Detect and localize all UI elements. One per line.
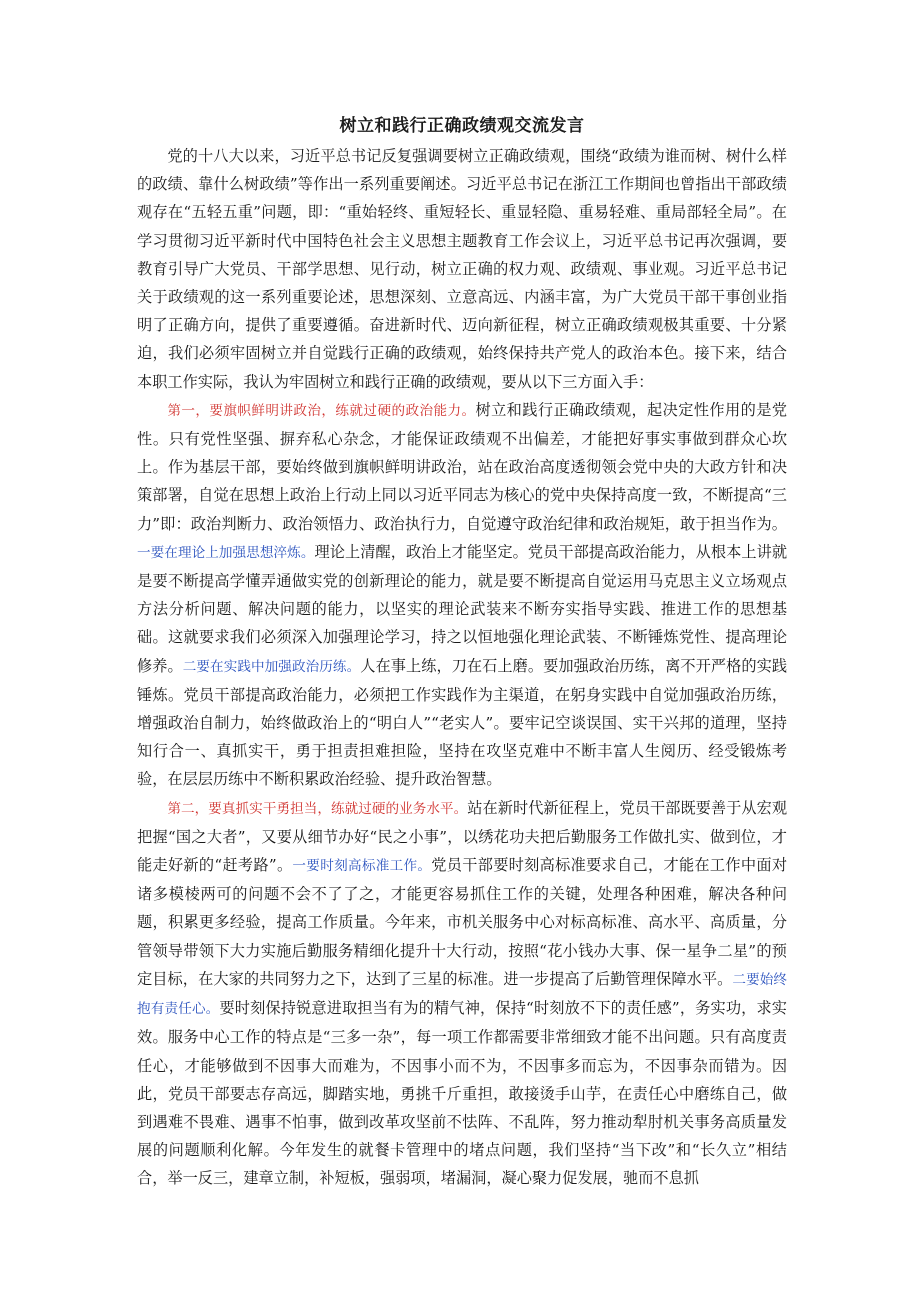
section1-text3: 人在事上练，刀在石上磨。要加强政治历练，离不开严格的实践锤炼。党员干部提高政治能力，必须把工作实践作为主渠道，在躬身实践中自觉加强政治历练，增强政治自制力，始终做政治上的“明白人”“老实人”。要牢记空谈误国、实干兴邦的道理，坚持知行合一、真抓实干，勇于担责担难担险，坚持在攻坚克难中不断丰富人生阅历、经受锻炼考验，在层层历练中不断积累政治经验、提升政治智慧。: [137, 656, 788, 789]
section1-sub2-heading: 二要在实践中加强政治历练。: [182, 658, 361, 675]
section2-text2: 党员干部要时刻高标准要求自己，才能在工作中面对诸多模棱两可的问题不会不了了之，才能更容易抓住工作的关键，处理各种困难，解决各种问题，积累更多经验，提高工作质量。今年来，市机关服务中心对标高标准、高水平、高质量，分管领导带领下大力实施后勤服务精细化提升十大行动，按照“花小钱办大事、保一星争二星”的预定目标，在大家的共同努力之下，达到了三星的标准。进一步提高了后勤管理保障水平。: [137, 856, 788, 988]
section2-paragraph: [137, 794, 787, 1193]
section2-text3: 要时刻保持锐意进取担当有为的精气神，保持“时刻放不下的责任感”，务实功，求实效。服务中心工作的特点是“三多一杂”，每一项工作都需要非常细致才能不出问题。只有高度责任心，才能够做到不因事大而难为，不因事小而不为，不因事多而忘为，不因事杂而错为。因此，党员干部要志存高远，脚踏实地，勇挑千斤重担，敢接烫手山芋，在责任心中磨练自己，做到遇难不畏难、遇事不怕事，做到改革攻坚前不怯阵、不乱阵，努力推动犁肘机关事务高质量发展的问题顺利化解。今年发生的就餐卡管理中的堵点问题，我们坚持“当下改”和“长久立”相结合，举一反三，建章立制，补短板，强弱项，堵漏洞，凝心聚力促发展，驰而不息抓: [137, 999, 787, 1188]
section1-heading: 第一，要旗帜鲜明讲政治，练就过硬的政治能力。: [167, 402, 476, 419]
section2-sub1-heading: 一要时刻高标准工作。: [292, 858, 432, 875]
section2-heading: 第二，要真抓实干勇担当，练就过硬的业务水平。: [167, 800, 468, 817]
section1-text2: 理论上清醒，政治上才能坚定。党员干部提高政治能力，从根本上讲就是要不断提高学懂弄通做实党的创新理论的能力，就是要不断提高自觉运用马克思主义立场观点方法分析问题、解决问题的能力，以坚实的理论武装来不断夯实指导实践、推进工作的思想基础。这就要求我们必须深入加强理论学习，持之以恒地强化理论武装、不断锤炼党性、提高理论修养。: [137, 542, 788, 675]
section1-paragraph: [137, 396, 787, 794]
section1-sub1-heading: 一要在理论上加强思想淬炼。: [137, 544, 315, 561]
document-title: 树立和践行正确政绩观交流发言: [339, 116, 585, 136]
section1-text1: 树立和践行正确政绩观，起决定性作用的是党性。只有党性坚强、摒弃私心杂念，才能保证政绩观不出偏差，才能把好事实事做到群众心坎上。作为基层干部，要始终做到旗帜鲜明讲政治，站在政治高度透彻领会党中央的大政方针和决策部署，自觉在思想上政治上行动上同以习近平同志为核心的党中央保持高度一致，不断提高“三力”即：政治判断力、政治领悟力、政治执行力，自觉遵守政治纪律和政治规矩，敢于担当作为。: [137, 400, 788, 533]
intro-paragraph: 党的十八大以来，习近平总书记反复强调要树立正确政绩观，围绕“政绩为谁而树、树什么样的政绩、靠什么树政绩”等作出一系列重要阐述。习近平总书记在浙江工作期间也曾指出干部政绩观存在“五轻五重”问题，即：“重始轻终、重短轻长、重显轻隐、重易轻难、重局部轻全局”。在学习贯彻习近平新时代中国特色社会主义思想主题教育工作会议上，习近平总书记再次强调，要教育引导广大党员、干部学思想、见行动，树立正确的权力观、政绩观、事业观。习近平总书记关于政绩观的这一系列重要论述，思想深刻、立意高远、内涵丰富，为广大党员干部干事创业指明了正确方向，提供了重要遵循。奋进新时代、迈向新征程，树立正确政绩观极其重要、十分紧迫，我们必须牢固树立并自觉践行正确的政绩观，始终保持共产党人的政治本色。接下来，结合本职工作实际，我认为牢固树立和践行正确的政绩观，要从以下三方面入手：: [137, 147, 787, 391]
section2-text1: 站在新时代新征程上，党员干部既要善于从宏观把握“国之大者”，又要从细节办好“民之小事”，以绣花功夫把后勤服务工作做扎实、做到位，才能走好新的“赶考路”。: [137, 798, 788, 875]
section2-sub2-heading: 二要始终抱有责任心。: [137, 971, 788, 1018]
document-page: [137, 112, 787, 1193]
